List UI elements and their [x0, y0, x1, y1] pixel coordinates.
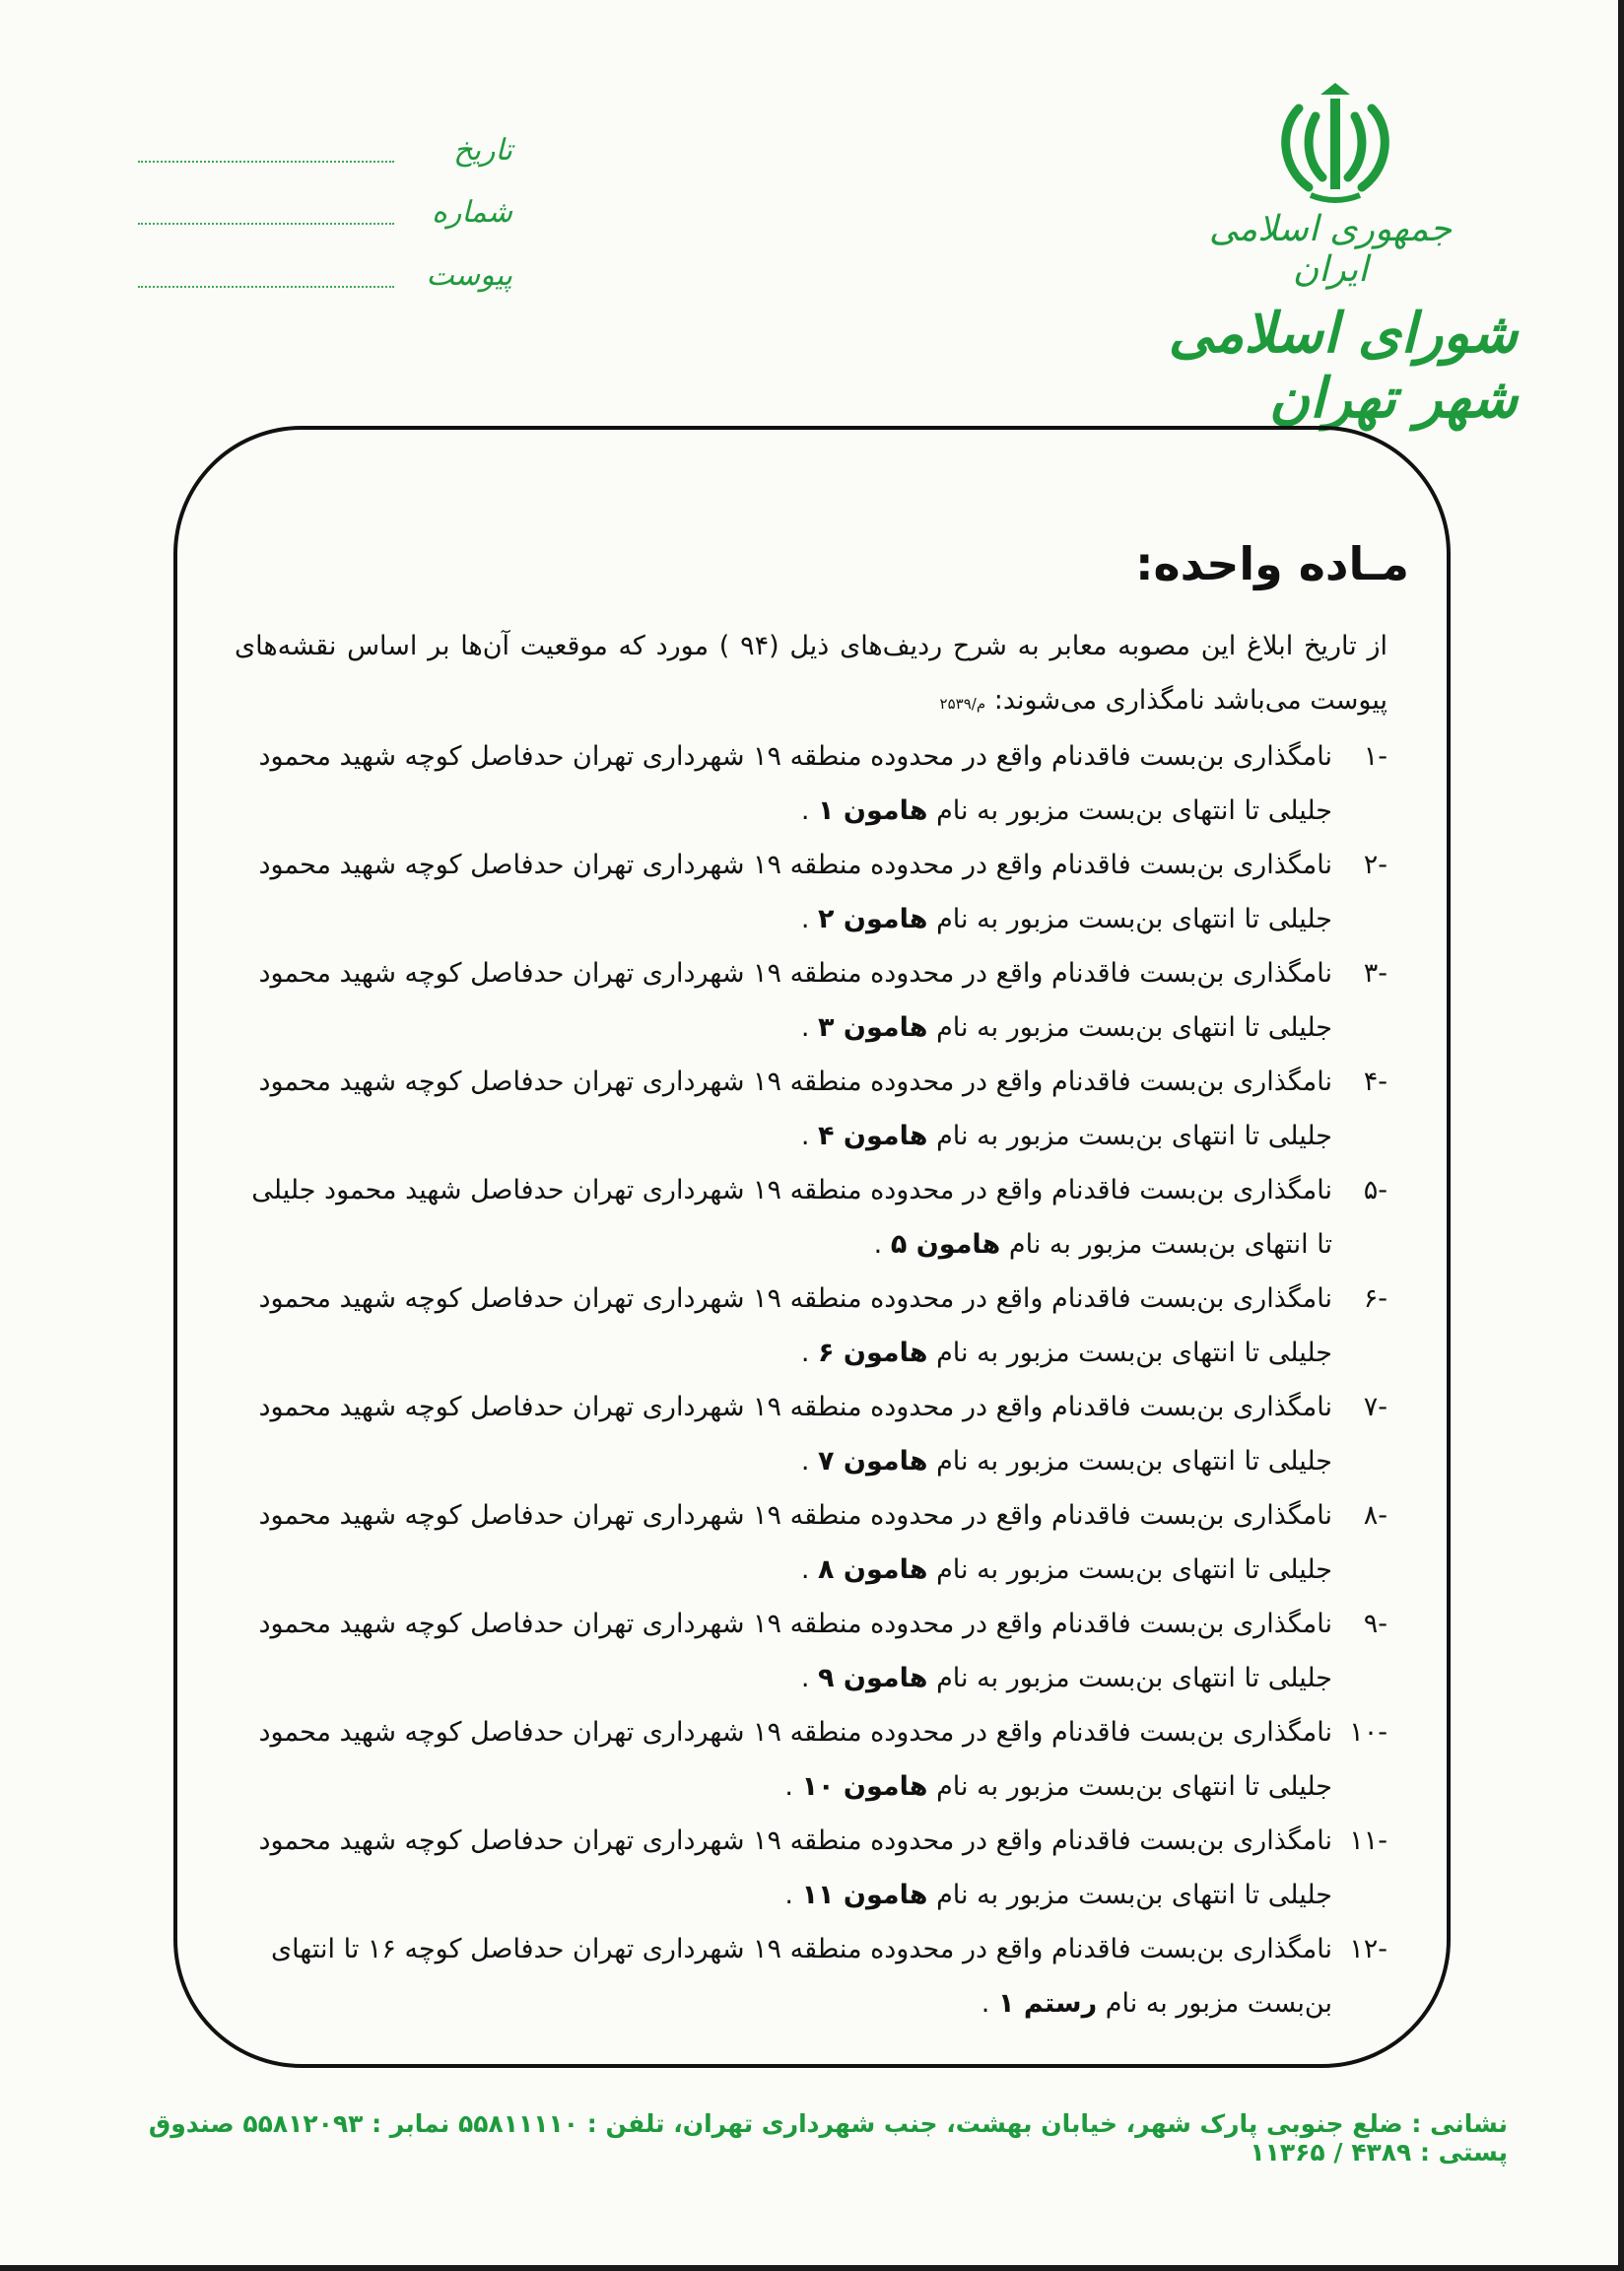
item-number: -۱	[1363, 741, 1387, 772]
list-item	[235, 1597, 1387, 1705]
list-item	[235, 946, 1387, 1055]
list-item	[235, 1163, 1387, 1272]
item-number: -۲	[1363, 850, 1387, 880]
item-end: .	[800, 1663, 810, 1693]
date-label: تاریخ	[453, 133, 512, 168]
list-item	[235, 1705, 1387, 1814]
footer-address: نشانی : ضلع جنوبی پارک شهر، خیابان بهشت، جنب شهرداری تهران، تلفن : ۵۵۸۱۱۱۱۰ نمابر : ۵۵۸۱۲۰۹۳ صندوق پستی : ۴۳۸۹ / ۱۱۳۶۵	[148, 2109, 1508, 2167]
list-item	[235, 1272, 1387, 1380]
item-name: هامون ۶	[818, 1338, 928, 1368]
item-name: هامون ۱	[818, 795, 928, 826]
item-text: نامگذاری بن‌بست فاقدنام واقع در محدوده منطقه ۱۹ شهرداری تهران حدفاصل کوچه شهید محمود جلیلی تا انتهای بن‌بست مزبور به نام	[258, 958, 1332, 1043]
item-text: نامگذاری بن‌بست فاقدنام واقع در محدوده منطقه ۱۹ شهرداری تهران حدفاصل کوچه شهید محمود جلیلی تا انتهای بن‌بست مزبور به نام	[258, 850, 1332, 934]
items-list	[235, 729, 1387, 2030]
item-name: هامون ۵	[890, 1229, 1001, 1260]
list-item	[235, 1922, 1387, 2030]
attachment-line	[138, 286, 394, 288]
item-text: نامگذاری بن‌بست فاقدنام واقع در محدوده منطقه ۱۹ شهرداری تهران حدفاصل کوچه شهید محمود جلیلی تا انتهای بن‌بست مزبور به نام	[258, 741, 1332, 826]
list-item	[235, 1814, 1387, 1922]
item-number: -۵	[1363, 1175, 1387, 1205]
item-number: -۶	[1363, 1283, 1387, 1314]
item-text: نامگذاری بن‌بست فاقدنام واقع در محدوده منطقه ۱۹ شهرداری تهران حدفاصل کوچه شهید محمود جلیلی تا انتهای بن‌بست مزبور به نام	[258, 1067, 1332, 1151]
item-number: -۹	[1363, 1609, 1387, 1639]
item-text: نامگذاری بن‌بست فاقدنام واقع در محدوده منطقه ۱۹ شهرداری تهران حدفاصل کوچه شهید محمود جلیلی تا انتهای بن‌بست مزبور به نام	[258, 1283, 1332, 1368]
item-name: هامون ۱۰	[801, 1771, 928, 1802]
item-text: نامگذاری بن‌بست فاقدنام واقع در محدوده منطقه ۱۹ شهرداری تهران حدفاصل کوچه شهید محمود جلیلی تا انتهای بن‌بست مزبور به نام	[258, 1717, 1332, 1802]
number-line	[138, 223, 394, 225]
item-number: -۱۰	[1349, 1717, 1387, 1748]
item-end: .	[800, 904, 810, 934]
number-field	[138, 195, 512, 244]
item-end: .	[981, 1988, 990, 2019]
item-end: .	[800, 1012, 810, 1043]
date-line	[138, 161, 394, 163]
date-field	[138, 133, 512, 182]
item-name: هامون ۴	[818, 1121, 928, 1151]
item-name: هامون ۳	[818, 1012, 928, 1043]
item-number: -۴	[1363, 1067, 1387, 1097]
council-title: شورای اسلامی شهر تهران	[1168, 301, 1518, 431]
item-end: .	[800, 1338, 810, 1368]
item-name: هامون ۷	[818, 1446, 928, 1477]
item-end: .	[800, 1446, 810, 1477]
list-item	[235, 838, 1387, 946]
list-item	[235, 1488, 1387, 1597]
item-text: نامگذاری بن‌بست فاقدنام واقع در محدوده منطقه ۱۹ شهرداری تهران حدفاصل کوچه شهید محمود جلیلی تا انتهای بن‌بست مزبور به نام	[258, 1609, 1332, 1693]
list-item	[235, 729, 1387, 838]
attachment-label: پیوست	[426, 258, 512, 293]
item-end: .	[784, 1880, 793, 1910]
item-number: -۱۲	[1349, 1934, 1387, 1964]
item-number: -۸	[1363, 1500, 1387, 1531]
section-title: مـاده واحده:	[1135, 537, 1409, 590]
intro-reference: م/۲۵۳۹	[939, 695, 986, 713]
item-name: هامون ۲	[818, 904, 928, 934]
iran-emblem-icon	[1271, 79, 1399, 207]
item-name: رستم ۱	[997, 1988, 1098, 2019]
intro-paragraph	[235, 619, 1387, 731]
attachment-field	[138, 258, 512, 308]
item-end: .	[784, 1771, 793, 1802]
republic-title: جمهوری اسلامی ایران	[1208, 209, 1453, 290]
item-text: نامگذاری بن‌بست فاقدنام واقع در محدوده منطقه ۱۹ شهرداری تهران حدفاصل کوچه شهید محمود جلیلی تا انتهای بن‌بست مزبور به نام	[258, 1500, 1332, 1585]
intro-text: از تاریخ ابلاغ این مصوبه معابر به شرح ردیف‌های ذیل (۹۴ ) مورد که موقعیت آن‌ها بر اساس نقشه‌های پیوست می‌باشد نامگذاری می‌شوند:	[235, 631, 1387, 716]
item-end: .	[800, 1121, 810, 1151]
list-item	[235, 1055, 1387, 1163]
item-text: نامگذاری بن‌بست فاقدنام واقع در محدوده منطقه ۱۹ شهرداری تهران حدفاصل کوچه ۱۶ تا انتهای بن‌بست مزبور به نام	[271, 1934, 1332, 2019]
item-number: -۳	[1363, 958, 1387, 989]
item-text: نامگذاری بن‌بست فاقدنام واقع در محدوده منطقه ۱۹ شهرداری تهران حدفاصل کوچه شهید محمود جلیلی تا انتهای بن‌بست مزبور به نام	[258, 1825, 1332, 1910]
number-label: شماره	[432, 195, 512, 230]
item-name: هامون ۹	[818, 1663, 928, 1693]
item-end: .	[800, 795, 810, 826]
item-number: -۱۱	[1349, 1825, 1387, 1856]
item-name: هامون ۸	[818, 1554, 928, 1585]
list-item	[235, 1380, 1387, 1488]
item-end: .	[873, 1229, 883, 1260]
item-number: -۷	[1363, 1392, 1387, 1422]
item-text: نامگذاری بن‌بست فاقدنام واقع در محدوده منطقه ۱۹ شهرداری تهران حدفاصل شهید محمود جلیلی تا انتهای بن‌بست مزبور به نام	[251, 1175, 1332, 1260]
item-name: هامون ۱۱	[801, 1880, 928, 1910]
item-text: نامگذاری بن‌بست فاقدنام واقع در محدوده منطقه ۱۹ شهرداری تهران حدفاصل کوچه شهید محمود جلیلی تا انتهای بن‌بست مزبور به نام	[258, 1392, 1332, 1477]
item-end: .	[800, 1554, 810, 1585]
